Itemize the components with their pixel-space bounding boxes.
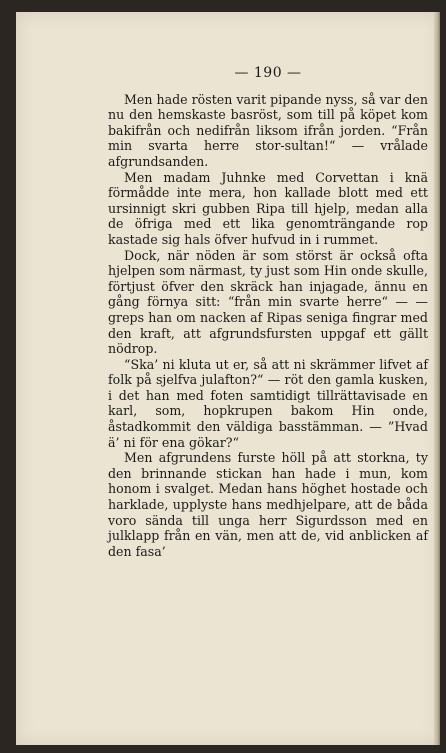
paragraph-5: Men afgrundens furste höll på att storkna, ty den brinnande stickan han hade i mun, kom honom i svalget. Medan hans höghet hostade och harklade, upplyste hans medhjelpare, att de båda voro sända till unga herr Sigurdsson med en julklapp från en vän, men att de, vid anblicken af den fasa’ — [108, 450, 428, 559]
paragraph-4: “Ska’ ni kluta ut er, så att ni skrämmer lifvet af folk på sjelfva julafton?“ — röt den gamla kusken, i det han med foten samtidigt tillrättavisade en karl, som, hopkrupen bakom Hin onde, åstadkommit den väldiga basstämman. — ”Hvad ä’ ni för ena gökar?“ — [108, 356, 428, 450]
page-edge — [434, 12, 440, 745]
paragraph-2: Men madam Juhnke med Corvettan i knä förmådde inte mera, hon kallade blott med ett ursinnigt skri gubben Ripa till hjelp, medan alla de öfriga med ett lika genomträngande rop kastade sig hals öfver hufvud in i rummet. — [108, 169, 428, 247]
page-number: — 190 — — [234, 65, 302, 81]
book-page — [16, 12, 440, 745]
page-content — [108, 66, 428, 559]
paragraph-3: Dock, när nöden är som störst är också ofta hjelpen som närmast, ty just som Hin onde skulle, förtjust öfver den skräck han injagade, ännu en gång förnya sitt: “från min svarte herre“ — — greps han om nacken af Ripas seniga fingrar med den kraft, att afgrundsfursten uppgaf ett gällt nödrop. — [108, 247, 428, 357]
paragraph-1: Men hade rösten varit pipande nyss, så var den nu den hemskaste basröst, som till på köpet kom bakifrån och nedifrån liksom ifrån jorden. “Från min svarta herre stor-sultan!“ — vrålade afgrundsanden. — [108, 91, 428, 169]
